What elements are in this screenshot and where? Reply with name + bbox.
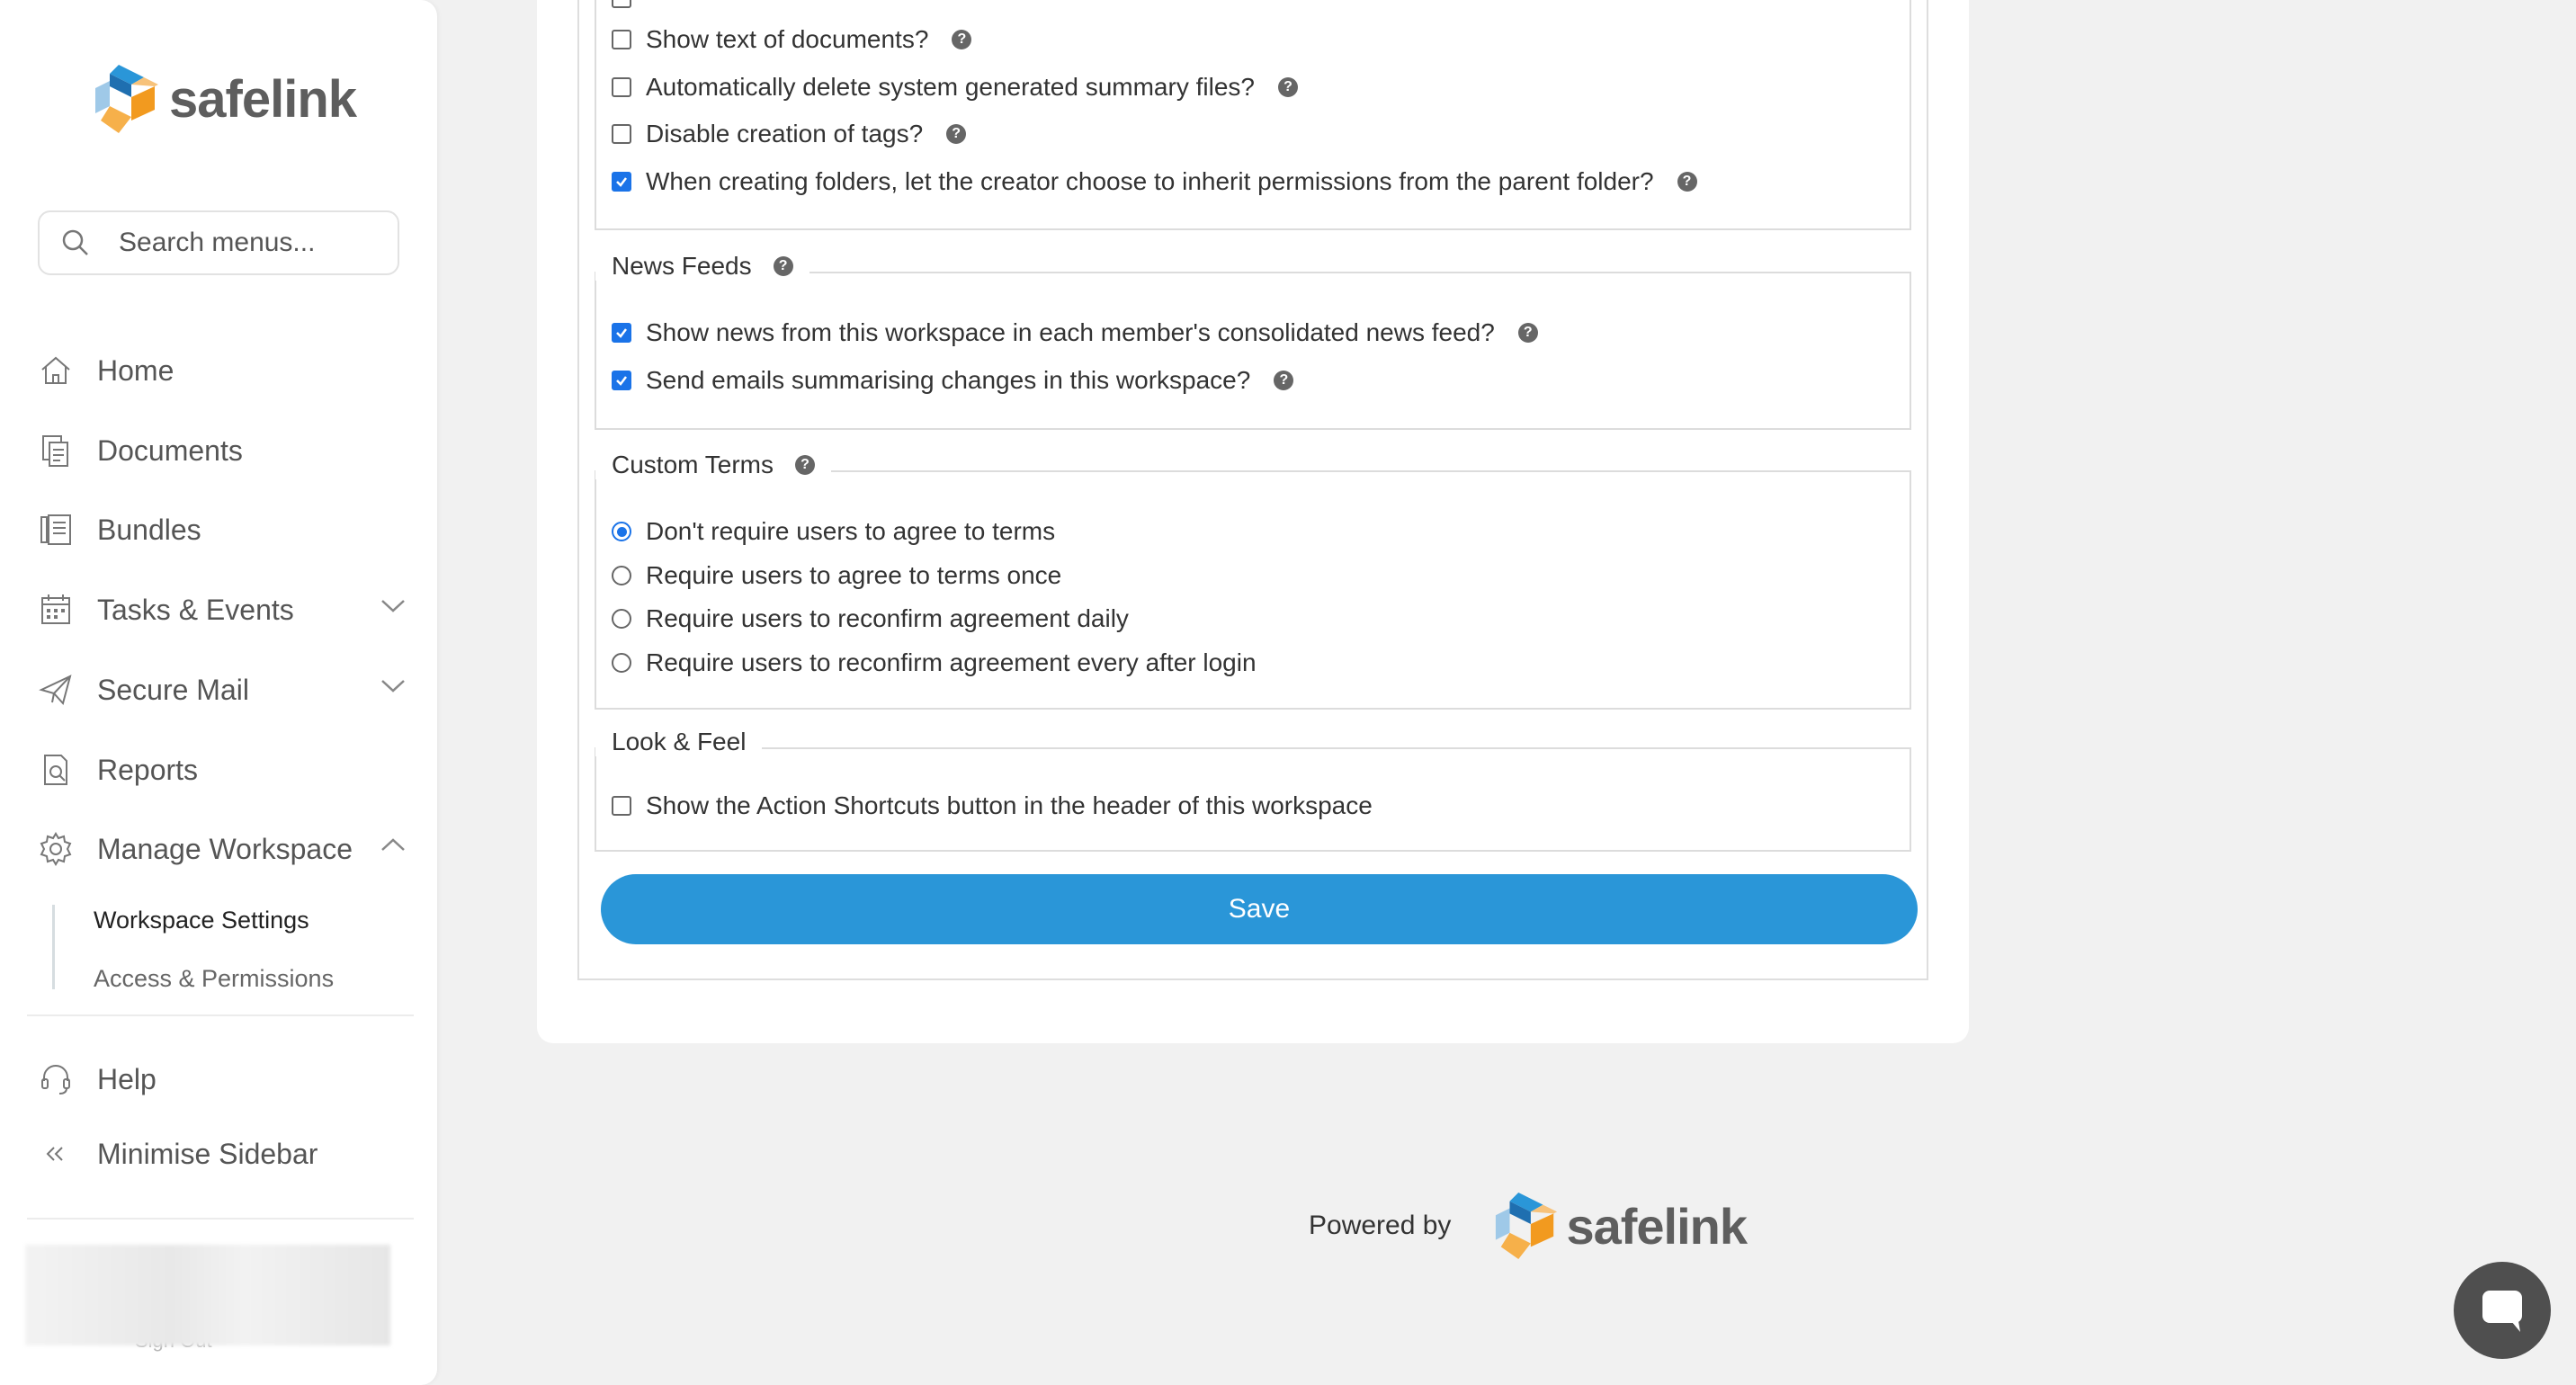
- option-label: Show news from this workspace in each member's consolidated news feed?: [646, 318, 1495, 346]
- sidebar-item-documents[interactable]: [36, 424, 243, 478]
- terms-option-daily[interactable]: [612, 601, 1129, 637]
- radio[interactable]: [612, 609, 631, 629]
- footer-logo-text: safelink: [1566, 1197, 1747, 1255]
- news-option-consolidated-feed[interactable]: [612, 315, 1538, 351]
- safelink-logo-icon: [92, 61, 162, 137]
- look-feel-title: Look & Feel: [612, 728, 747, 755]
- search-menus-input[interactable]: [119, 228, 389, 258]
- sidebar-item-manage-workspace[interactable]: [36, 822, 353, 876]
- calendar-icon: [36, 590, 76, 630]
- radio-selected[interactable]: [612, 522, 631, 541]
- powered-by-footer: [1309, 1189, 1747, 1263]
- help-icon[interactable]: ?: [952, 30, 971, 49]
- user-profile-blurred[interactable]: [25, 1245, 390, 1345]
- search-menus-box[interactable]: [38, 210, 399, 275]
- option-label: Show text of documents?: [646, 25, 929, 53]
- home-icon: [36, 351, 76, 390]
- checkbox[interactable]: [612, 0, 631, 8]
- custom-terms-legend: [595, 451, 831, 479]
- checkbox-checked[interactable]: [612, 371, 631, 390]
- sidebar-item-label: Documents: [97, 433, 243, 467]
- help-icon[interactable]: ?: [1274, 371, 1293, 390]
- documents-option-inherit-permissions[interactable]: [612, 164, 1697, 200]
- sidebar-item-label: Reports: [97, 753, 199, 786]
- help-icon[interactable]: ?: [1518, 323, 1538, 343]
- look-feel-legend: [595, 728, 762, 756]
- sidebar-item-minimise[interactable]: [36, 1127, 318, 1181]
- news-feeds-legend: [595, 252, 809, 281]
- help-icon[interactable]: ?: [1677, 172, 1697, 192]
- option-label: Automatically delete system generated summary files?: [646, 73, 1255, 101]
- paper-plane-icon: [36, 670, 76, 710]
- chevron-down-icon[interactable]: [378, 670, 408, 701]
- documents-option-disable-tags[interactable]: [612, 116, 966, 152]
- sidebar-subitem-access-permissions[interactable]: Access & Permissions: [94, 965, 335, 992]
- option-label: Send emails summarising changes in this workspace?: [646, 366, 1251, 394]
- search-icon: [59, 227, 92, 259]
- option-label: When creating folders, let the creator choose to inherit permissions from the parent folder?: [646, 167, 1654, 195]
- option-label: Require users to reconfirm agreement every after login: [646, 648, 1257, 676]
- checkbox[interactable]: [612, 796, 631, 816]
- news-feeds-title: News Feeds: [612, 252, 752, 280]
- chat-button[interactable]: [2454, 1262, 2551, 1359]
- option-label: Show the Action Shortcuts button in the header of this workspace: [646, 791, 1373, 819]
- option-label: Require users to reconfirm agreement daily: [646, 604, 1129, 632]
- sidebar-item-reports[interactable]: [36, 743, 198, 797]
- double-chevron-left-icon: [36, 1134, 76, 1174]
- chat-bubble-icon: [2477, 1285, 2527, 1336]
- sidebar-item-home[interactable]: [36, 344, 174, 398]
- headset-icon: [36, 1059, 76, 1099]
- gear-icon: [36, 829, 76, 869]
- option-label: Don't require users to agree to terms: [646, 517, 1056, 545]
- sidebar-item-label: Home: [97, 353, 174, 387]
- help-icon[interactable]: ?: [774, 256, 793, 276]
- save-button[interactable]: Save: [601, 874, 1918, 944]
- sidebar-item-label: Tasks & Events: [97, 593, 294, 626]
- footer-safelink-logo[interactable]: [1492, 1189, 1747, 1263]
- custom-terms-title: Custom Terms: [612, 451, 774, 478]
- safelink-logo-icon: [1492, 1189, 1561, 1263]
- safelink-logo[interactable]: [92, 61, 356, 137]
- sidebar-item-label: Secure Mail: [97, 673, 249, 706]
- documents-option-show-text[interactable]: [612, 22, 971, 58]
- checkbox[interactable]: [612, 30, 631, 49]
- checkbox[interactable]: [612, 124, 631, 144]
- chevron-up-icon[interactable]: [378, 830, 408, 861]
- help-icon[interactable]: ?: [946, 124, 966, 144]
- documents-icon: [36, 431, 76, 470]
- chevron-down-icon[interactable]: [378, 590, 408, 621]
- radio[interactable]: [612, 566, 631, 585]
- safelink-logo-text: safelink: [169, 69, 356, 129]
- checkbox-checked[interactable]: [612, 323, 631, 343]
- reports-icon: [36, 750, 76, 790]
- documents-option-delete-summary[interactable]: [612, 69, 1298, 105]
- sidebar-item-bundles[interactable]: [36, 503, 201, 557]
- bundles-icon: [36, 510, 76, 550]
- powered-by-text: Powered by: [1309, 1211, 1452, 1240]
- terms-option-once[interactable]: [612, 558, 1061, 594]
- news-option-send-emails[interactable]: [612, 362, 1293, 398]
- sidebar-item-label: Minimise Sidebar: [97, 1137, 318, 1170]
- help-icon[interactable]: ?: [795, 455, 815, 475]
- documents-option-partial[interactable]: [612, 0, 631, 16]
- radio[interactable]: [612, 653, 631, 673]
- sidebar-divider: [27, 1014, 414, 1016]
- sidebar-item-secure-mail[interactable]: [36, 663, 249, 717]
- sidebar: [0, 0, 437, 1385]
- submenu-line: [52, 905, 55, 989]
- sidebar-subitem-workspace-settings[interactable]: Workspace Settings: [94, 907, 309, 934]
- help-icon[interactable]: ?: [1278, 77, 1298, 97]
- sidebar-item-tasks-events[interactable]: [36, 583, 294, 637]
- option-label: Require users to agree to terms once: [646, 561, 1062, 589]
- terms-option-every-login[interactable]: [612, 645, 1257, 681]
- sidebar-item-label: Bundles: [97, 513, 201, 546]
- sidebar-divider: [27, 1218, 414, 1220]
- sidebar-item-help[interactable]: [36, 1052, 157, 1106]
- checkbox-checked[interactable]: [612, 172, 631, 192]
- news-feeds-fieldset: [595, 272, 1911, 430]
- look-option-action-shortcuts[interactable]: [612, 788, 1373, 824]
- option-label: Disable creation of tags?: [646, 120, 924, 147]
- terms-option-none[interactable]: [612, 514, 1055, 550]
- checkbox[interactable]: [612, 77, 631, 97]
- sidebar-item-label: Manage Workspace: [97, 832, 353, 865]
- sidebar-item-label: Help: [97, 1062, 157, 1095]
